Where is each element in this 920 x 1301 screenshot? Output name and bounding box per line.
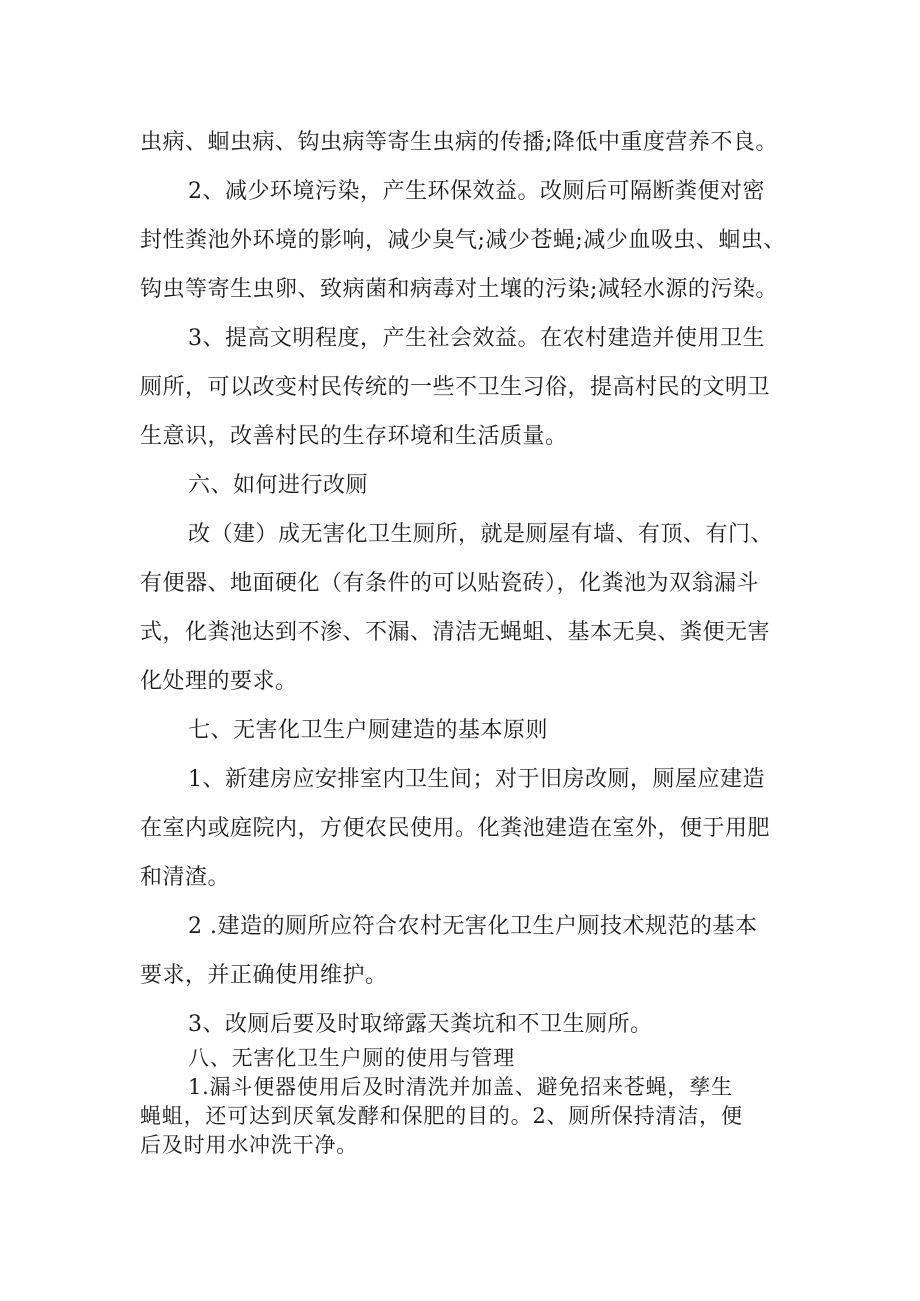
paragraph-line: 封性粪池外环境的影响，减少臭气;减少苍蝇;减少血吸虫、蛔虫、	[140, 228, 786, 253]
paragraph-line: 虫病、蛔虫病、钩虫病等寄生虫病的传播;降低中重度营养不良。	[140, 130, 778, 155]
section-heading: 八、无害化卫生户厕的使用与管理	[188, 1046, 515, 1070]
paragraph-line: 3、改厕后要及时取缔露天粪坑和不卫生厕所。	[188, 1012, 653, 1037]
paragraph-line: 1.漏斗便器使用后及时清洗并加盖、避免招来苍蝇，孳生	[188, 1075, 733, 1099]
paragraph-line: 和清渣。	[140, 865, 231, 890]
paragraph-line: 要求，并正确使用维护。	[140, 963, 388, 988]
section-heading: 七、无害化卫生户厕建造的基本原则	[188, 718, 549, 743]
paragraph-line: 改（建）成无害化卫生厕所，就是厕屋有墙、有顶、有门、	[188, 522, 774, 547]
paragraph-line: 生意识，改善村民的生存环境和生活质量。	[140, 424, 568, 449]
paragraph-line: 2、减少环境污染，产生环保效益。改厕后可隔断粪便对密	[188, 179, 765, 204]
paragraph-line: 厕所，可以改变村民传统的一些不卫生习俗，提高村民的文明卫	[140, 375, 771, 400]
paragraph-line: 3、提高文明程度，产生社会效益。在农村建造并使用卫生	[188, 326, 765, 351]
paragraph-line: 1、新建房应安排室内卫生间；对于旧房改厕，厕屋应建造	[188, 767, 765, 792]
paragraph-line: 化处理的要求。	[140, 669, 298, 694]
paragraph-line: 后及时用水冲洗干净。	[140, 1133, 358, 1157]
paragraph-line: 式，化粪池达到不渗、不漏、清洁无蝇蛆、基本无臭、粪便无害	[140, 620, 771, 645]
paragraph-line: 蝇蛆，还可达到厌氧发酵和保肥的目的。2、厕所保持清洁，便	[140, 1104, 743, 1128]
paragraph-line: 钩虫等寄生虫卵、致病菌和病毒对土壤的污染;减轻水源的污染。	[140, 277, 778, 302]
paragraph-line: 在室内或庭院内，方便农民使用。化粪池建造在室外，便于用肥	[140, 816, 771, 841]
section-heading: 六、如何进行改厕	[188, 473, 369, 498]
paragraph-line: 有便器、地面硬化（有条件的可以贴瓷砖），化粪池为双翁漏斗	[140, 571, 760, 596]
paragraph-line: 2 .建造的厕所应符合农村无害化卫生户厕技术规范的基本	[188, 914, 758, 939]
